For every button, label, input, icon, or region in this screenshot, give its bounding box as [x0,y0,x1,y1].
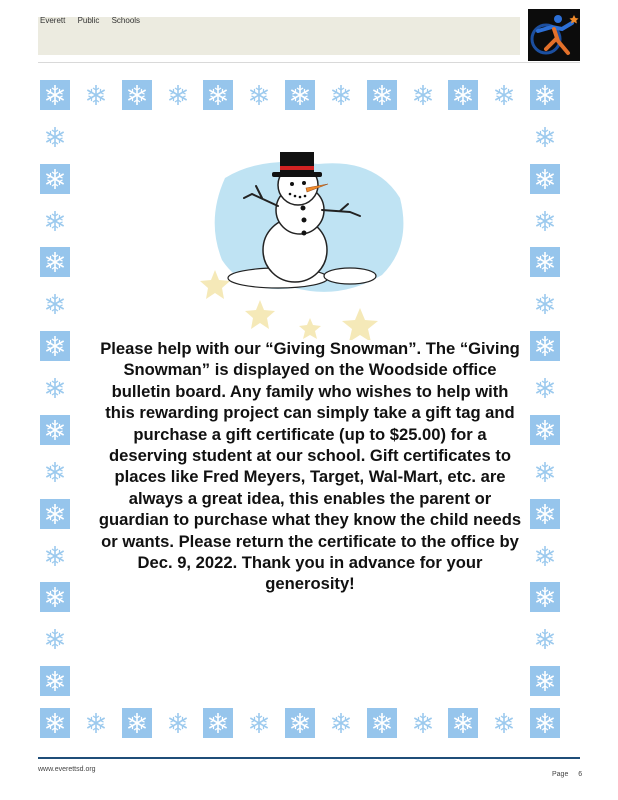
snowflake-icon [530,331,560,361]
snowflake-icon [40,80,70,110]
snowflake-icon [244,708,274,738]
snowflake-icon [530,666,560,696]
snowflake-icon [40,122,70,152]
snowflake-icon [122,80,152,110]
page-number: Page 6 [552,771,583,778]
snowflake-icon [40,164,70,194]
snowflake-icon [40,624,70,654]
snowflake-icon [367,80,397,110]
snowflake-icon [40,247,70,277]
header-divider [38,62,580,63]
snowflake-icon [40,499,70,529]
snowflake-icon [489,80,519,110]
snowflake-icon [203,80,233,110]
footer-divider [38,757,580,759]
giving-snowman-notice: Please help with our “Giving Snowman”. The “Giving Snowman” is displayed on the Woodside office bulletin board. Any family who wishes to help with this rewarding project can simply take a gift tag and purchase a gift certificate (up to $25.00) for a deserving student at our school. Gift certificates to places like Fred Meyers, Target, Wal-Mart, etc. are always a great idea, this enables the parent or guardian to purchase what they know the child needs or wants. Please return the certificate to the office by Dec. 9, 2022. Thank you in advance for your generosity! [98,339,522,594]
snowflake-icon [81,708,111,738]
snowflake-icon [530,541,560,571]
snowflake-icon [530,415,560,445]
leaping-figure-logo-icon [528,9,580,61]
snowflake-icon [448,708,478,738]
snowflake-icon [367,708,397,738]
snowflake-icon [244,80,274,110]
snowflake-icon [530,206,560,236]
snowflake-icon [285,708,315,738]
snowflake-icon [326,708,356,738]
snowflake-icon [40,289,70,319]
snowflake-icon [530,624,560,654]
snowflake-icon [530,582,560,612]
snowflake-icon [530,708,560,738]
snowflake-icon [40,666,70,696]
snowflake-icon [326,80,356,110]
snowflake-icon [40,373,70,403]
snowflake-icon [163,80,193,110]
snowflake-icon [40,582,70,612]
snowflake-icon [489,708,519,738]
snowflake-icon [530,122,560,152]
snowflake-icon [530,164,560,194]
snowflake-icon [448,80,478,110]
snowflake-icon [530,499,560,529]
snowflake-icon [81,80,111,110]
snowflake-icon [40,541,70,571]
district-website: www.everettsd.org [38,766,96,773]
snowflake-icon [40,457,70,487]
snowman-with-top-hat-icon [200,150,420,340]
snowflake-icon [163,708,193,738]
snowflake-icon [408,708,438,738]
snowflake-icon [285,80,315,110]
snowflake-icon [530,80,560,110]
snowflake-icon [40,708,70,738]
snowflake-icon [530,457,560,487]
snowflake-icon [530,289,560,319]
snowflake-icon [40,415,70,445]
snowflake-icon [530,373,560,403]
snowflake-icon [40,206,70,236]
snowflake-icon [122,708,152,738]
snowflake-icon [408,80,438,110]
snowflake-icon [530,247,560,277]
snowflake-icon [203,708,233,738]
district-name: Everett Public Schools [40,16,141,25]
snowflake-icon [40,331,70,361]
